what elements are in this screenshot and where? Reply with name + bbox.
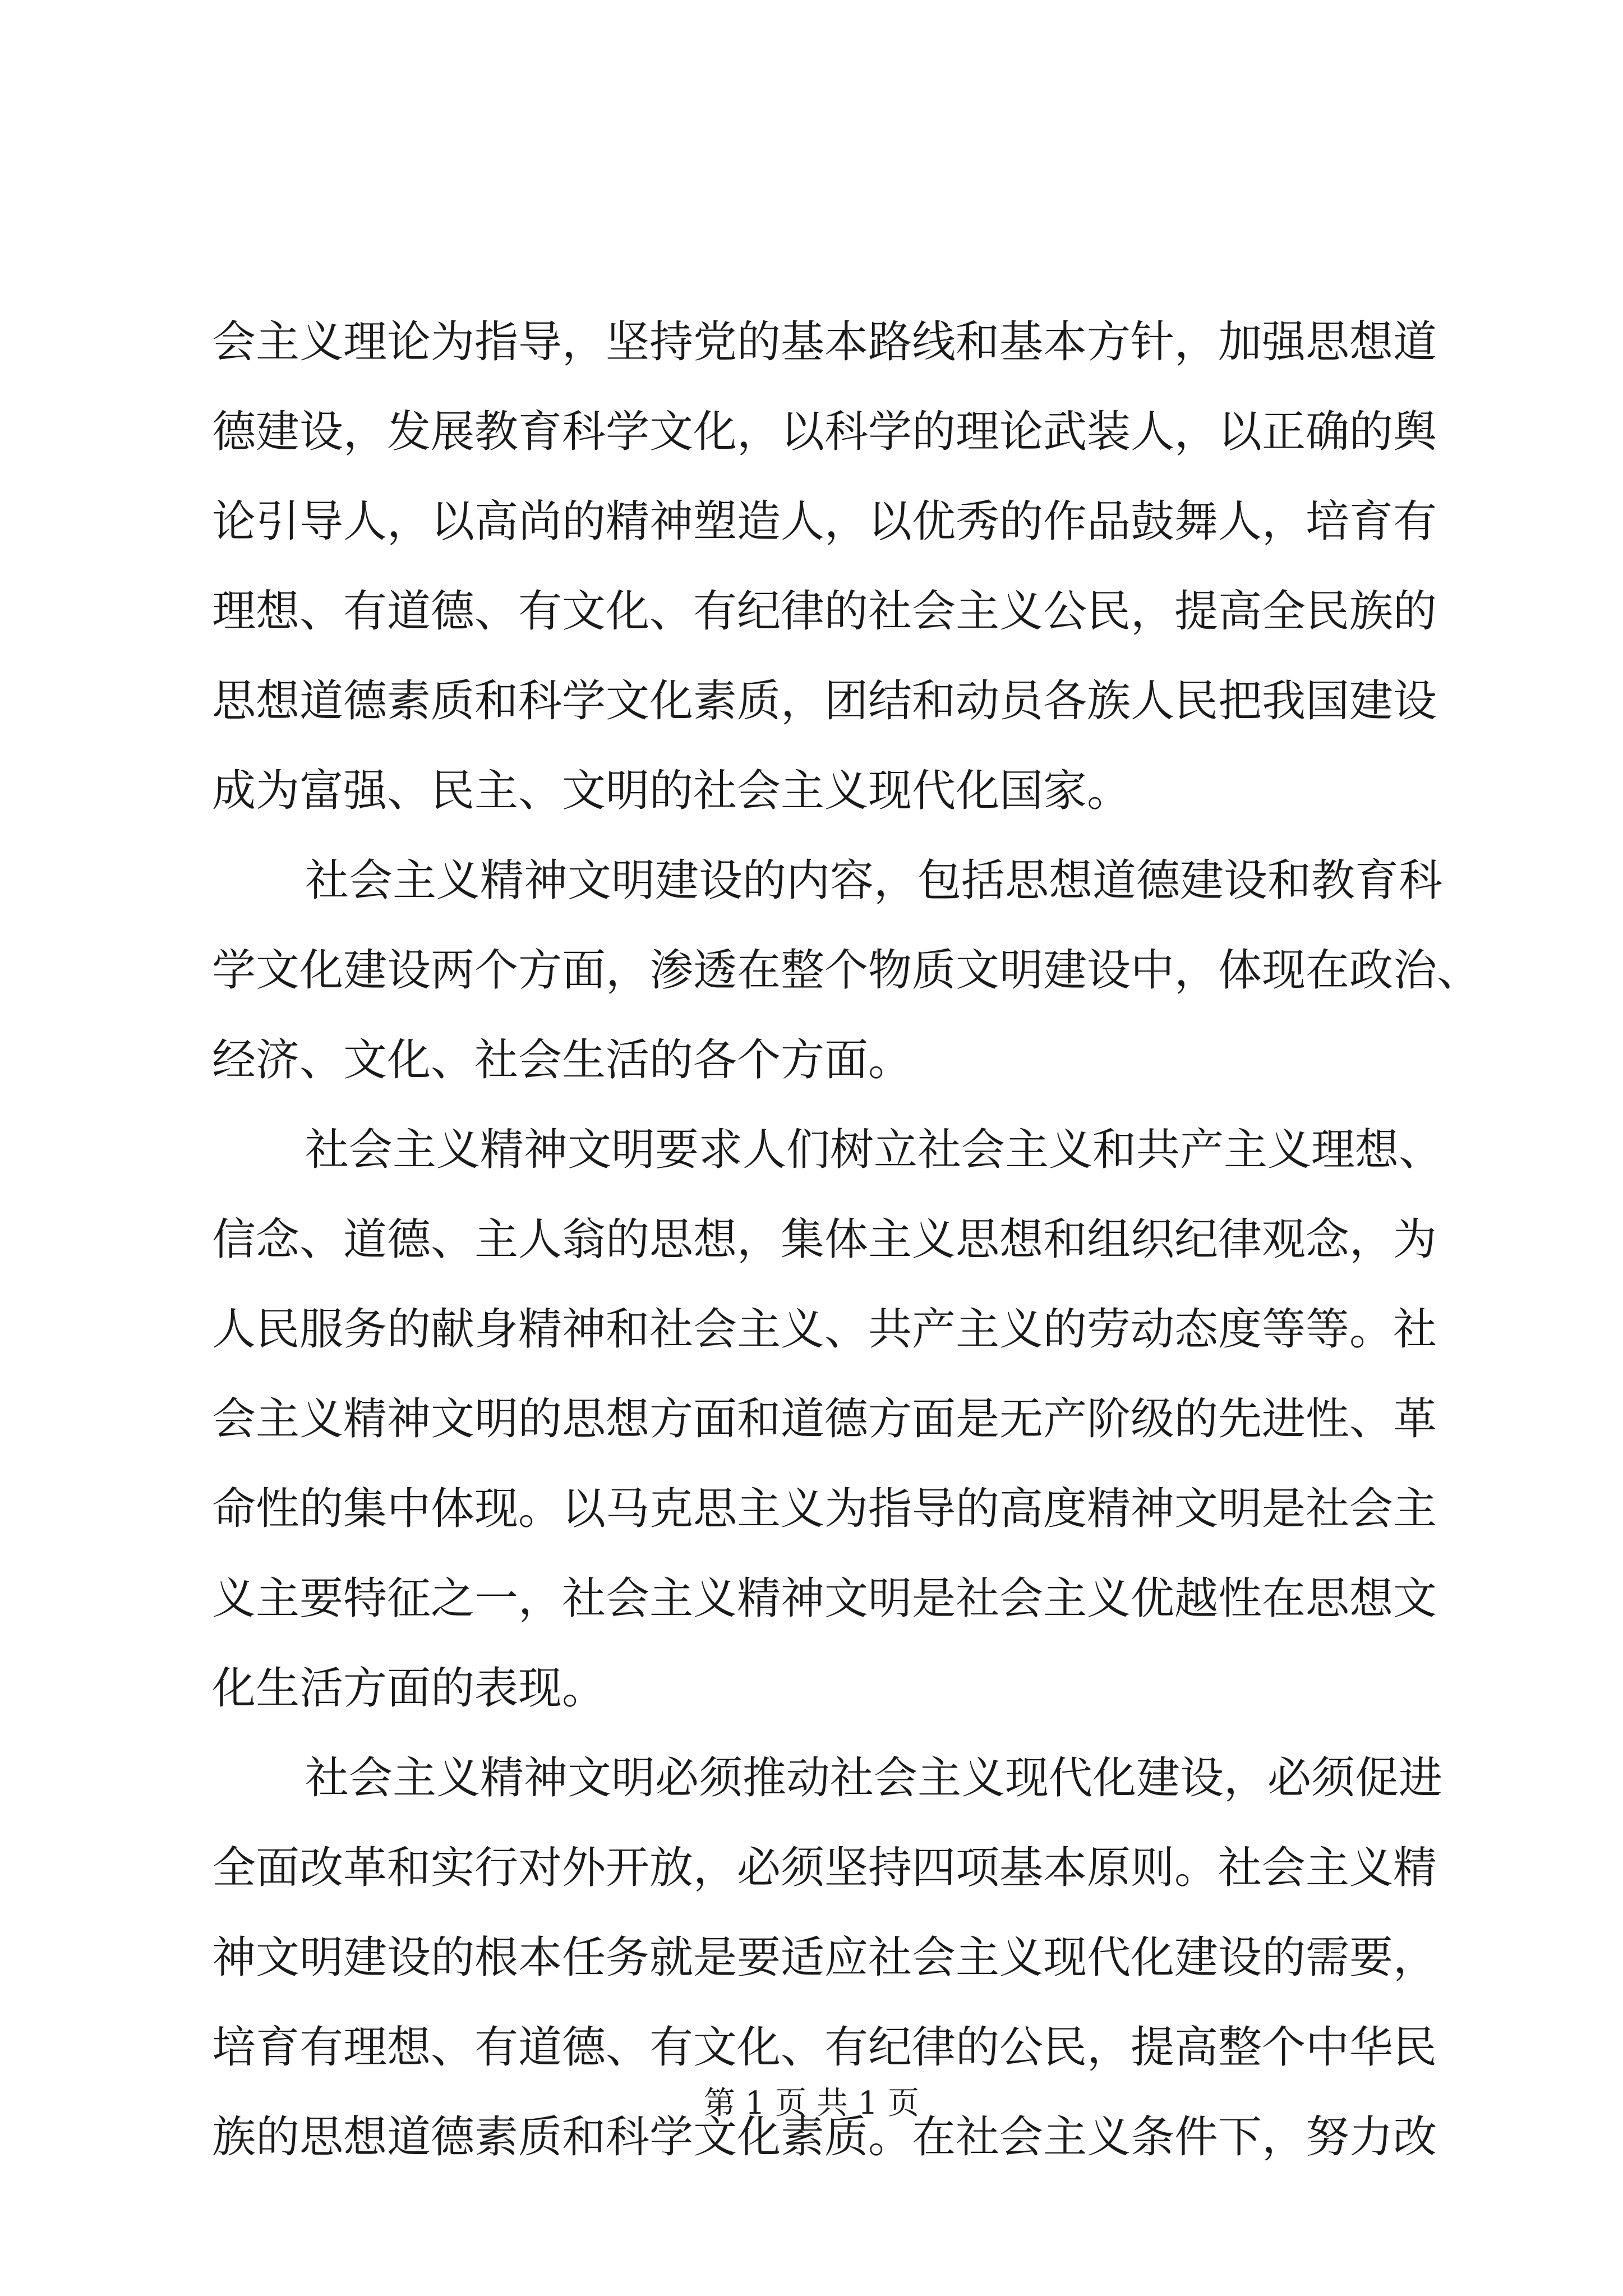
- text-line: 信念、道德、主人翁的思想，集体主义思想和组织纪律观念，为: [212, 1214, 1437, 1265]
- text-line: 论引导人，以高尚的精神塑造人，以优秀的作品鼓舞人，培育有: [212, 496, 1437, 547]
- text-line: 德建设，发展教育科学文化，以科学的理论武装人，以正确的舆: [212, 407, 1437, 457]
- text-line: 社会主义精神文明建设的内容，包括思想道德建设和教育科: [305, 855, 1443, 906]
- text-line: 人民服务的献身精神和社会主义、共产主义的劳动态度等等。社: [212, 1304, 1437, 1355]
- text-line: 社会主义精神文明要求人们树立社会主义和共产主义理想、: [305, 1125, 1443, 1175]
- text-line: 会主义理论为指导，坚持党的基本路线和基本方针，加强思想道: [212, 317, 1437, 367]
- text-line: 义主要特征之一，社会主义精神文明是社会主义优越性在思想文: [212, 1573, 1437, 1624]
- text-line: 全面改革和实行对外开放，必须坚持四项基本原则。社会主义精: [212, 1843, 1437, 1893]
- text-line: 经济、文化、社会生活的各个方面。: [212, 1035, 912, 1085]
- text-line: 化生活方面的表现。: [212, 1663, 606, 1714]
- text-line: 思想道德素质和科学文化素质，团结和动员各族人民把我国建设: [212, 676, 1437, 726]
- text-line: 理想、有道德、有文化、有纪律的社会主义公民，提高全民族的: [212, 586, 1437, 637]
- text-line: 命性的集中体现。以马克思主义为指导的高度精神文明是社会主: [212, 1484, 1437, 1534]
- text-line: 培育有理想、有道德、有文化、有纪律的公民，提高整个中华民: [212, 2022, 1437, 2073]
- text-line: 族的思想道德素质和科学文化素质。在社会主义条件下，努力改: [212, 2112, 1437, 2162]
- text-line: 学文化建设两个方面，渗透在整个物质文明建设中，体现在政治、: [212, 945, 1481, 996]
- text-line: 社会主义精神文明必须推动社会主义现代化建设，必须促进: [305, 1753, 1443, 1803]
- page-number-label: 第 1 页 共 1 页: [703, 2085, 920, 2122]
- page-footer: [0, 2076, 1623, 2132]
- text-line: 会主义精神文明的思想方面和道德方面是无产阶级的先进性、革: [212, 1394, 1437, 1444]
- text-line: 神文明建设的根本任务就是要适应社会主义现代化建设的需要，: [212, 1932, 1437, 1983]
- text-line: 成为富强、民主、文明的社会主义现代化国家。: [212, 766, 1131, 816]
